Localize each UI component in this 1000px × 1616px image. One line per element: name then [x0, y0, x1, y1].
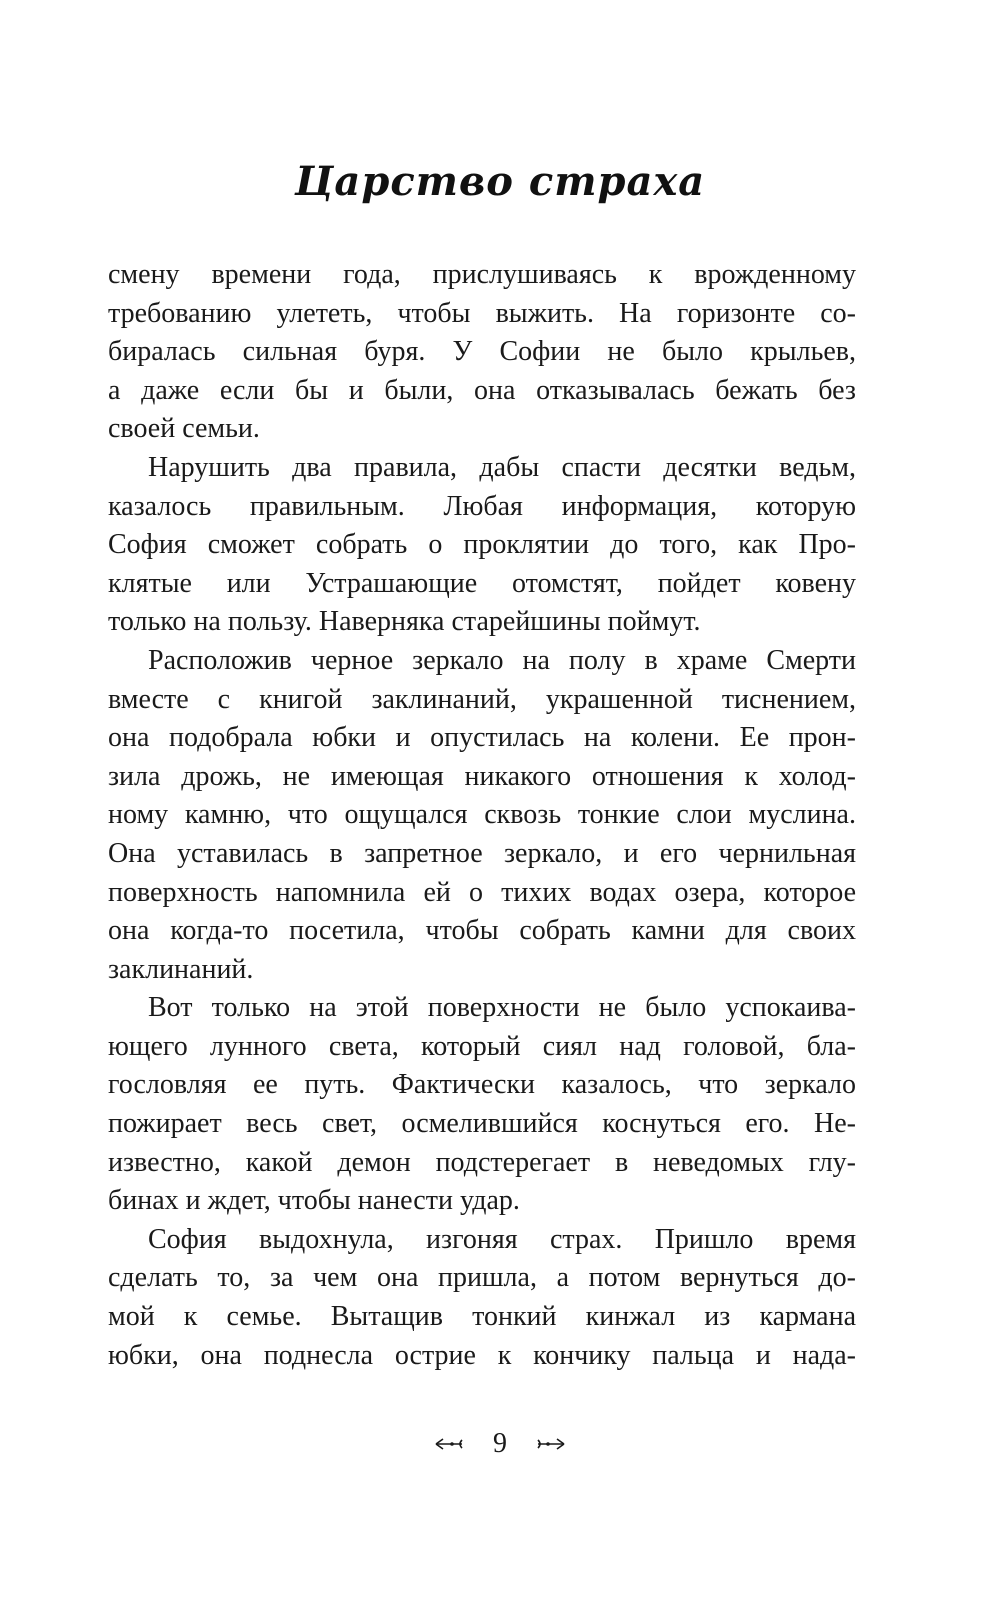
- text-line: юбки, она поднесла острие к кончику пальца и нада-: [108, 1339, 856, 1371]
- text-line: своей семьи.: [108, 413, 260, 445]
- text-line: пожирает весь свет, осмелившийся коснуться его. Не-: [108, 1108, 856, 1140]
- text-line: гословляя ее путь. Фактически казалось, что зеркало: [108, 1069, 856, 1101]
- text-line: мой к семье. Вытащив тонкий кинжал из кармана: [108, 1301, 856, 1333]
- text-line: Расположив черное зеркало на полу в храме Смерти: [148, 644, 856, 676]
- text-line: Она уставилась в запретное зеркало, и его чернильная: [108, 837, 856, 869]
- text-line: ному камню, что ощущался сквозь тонкие слои муслина.: [108, 799, 856, 831]
- text-line: поверхность напомнила ей о тихих водах озера, которое: [108, 876, 856, 908]
- text-line: только на пользу. Наверняка старейшины поймут.: [108, 606, 701, 638]
- ornament-right-icon: [536, 1436, 566, 1452]
- body-text: [108, 256, 856, 1375]
- text-line: ющего лунного света, который сиял над головой, бла-: [108, 1030, 856, 1062]
- text-line: казалось правильным. Любая информация, которую: [108, 490, 856, 522]
- text-line: смену времени года, прислушиваясь к врожденному: [108, 259, 856, 290]
- text-line: клятые или Устрашающие отомстят, пойдет ковену: [108, 567, 856, 599]
- text-line: Нарушить два правила, дабы спасти десятки ведьм,: [148, 451, 856, 483]
- page-number: 9: [493, 1427, 507, 1459]
- text-line: Вот только на этой поверхности не было успокаива-: [148, 992, 856, 1024]
- running-head: Царство страха: [294, 158, 706, 205]
- text-line: зила дрожь, не имеющая никакого отношения к холод-: [108, 760, 856, 792]
- text-line: вместе с книгой заклинаний, украшенной тиснением,: [108, 683, 856, 715]
- text-line: известно, какой демон подстерегает в неведомых глу-: [108, 1146, 856, 1178]
- text-line: биралась сильная буря. У Софии не было крыльев,: [108, 336, 856, 368]
- text-line: София выдохнула, изгоняя страх. Пришло время: [148, 1223, 856, 1255]
- ornament-left-icon: [434, 1436, 464, 1452]
- text-line: сделать то, за чем она пришла, а потом вернуться до-: [108, 1262, 856, 1294]
- text-line: а даже если бы и были, она отказывалась бежать без: [108, 374, 856, 406]
- text-line: бинах и ждет, чтобы нанести удар.: [108, 1185, 520, 1217]
- text-line: она подобрала юбки и опустилась на колени. Ее прон-: [108, 722, 856, 754]
- page-folio: [0, 1424, 1000, 1462]
- text-line: София сможет собрать о проклятии до того, как Про-: [108, 529, 856, 561]
- text-line: она когда-то посетила, чтобы собрать камни для своих: [108, 915, 856, 947]
- text-line: заклинаний.: [108, 953, 254, 985]
- text-line: требованию улететь, чтобы выжить. На горизонте со-: [108, 297, 856, 329]
